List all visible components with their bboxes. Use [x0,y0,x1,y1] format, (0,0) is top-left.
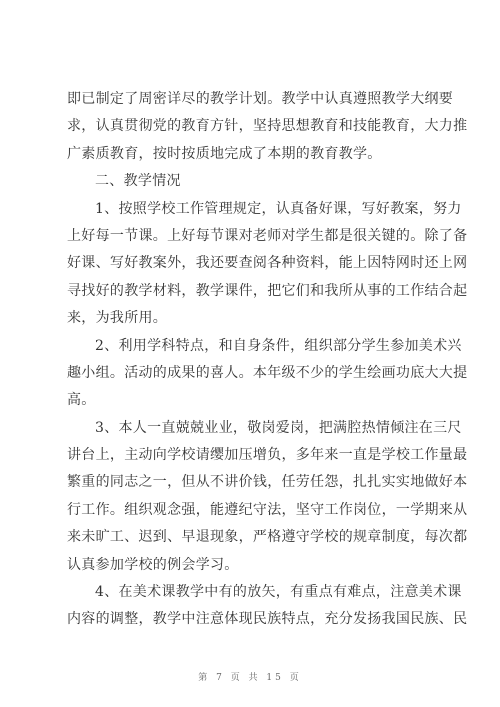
text-line: 二、教学情况 [95,173,181,190]
text-line: 认真参加学校的例会学习。 [67,556,239,573]
text-line: 讲台上，主动向学校请缨加压增负，多年来一直是学校工作量最 [67,447,468,464]
text-line: 来未旷工、迟到、早退现象，严格遵守学校的规章制度，每次都 [67,529,468,546]
text-line: 寻找好的教学材料，教学课件，把它们和我所从事的工作结合起 [67,282,468,299]
text-line: 好课、写好教案外，我还要查阅各种资料，能上因特网时还上网 [67,255,468,272]
text-line: 来，为我所用。 [67,310,168,327]
page-footer: 第 7 页 共 15 页 [198,673,302,683]
text-line: 2、利用学科特点，和自身条件，组织部分学生参加美术兴 [95,337,462,354]
text-line: 求，认真贯彻党的教育方针，坚持思想教育和技能教育，大力推 [67,118,468,135]
text-line: 行工作。组织观念强，能遵纪守法，坚守工作岗位，一学期来从 [67,501,468,518]
text-line: 繁重的同志之一，但从不讲价钱，任劳任怨，扎扎实实地做好本 [67,474,468,491]
text-line: 广素质教育，按时按质地完成了本期的教育教学。 [67,145,382,162]
text-line: 上好每一节课。上好每节课对老师对学生都是很关键的。除了备 [67,227,468,244]
body-text [67,86,468,634]
text-line: 趣小组。活动的成果的喜人。本年级不少的学生绘画功底大大提 [67,364,468,381]
text-line: 内容的调整，教学中注意体现民族特点，充分发扬我国民族、民 [67,611,468,628]
text-line: 4、在美术课教学中有的放矢，有重点有难点，注意美术课 [95,584,462,601]
text-line: 即已制定了周密详尽的教学计划。教学中认真遵照教学大纲要 [67,91,454,107]
text-line: 高。 [67,392,96,409]
text-line: 1、按照学校工作管理规定，认真备好课，写好教案，努力 [95,200,462,217]
text-line: 3、本人一直兢兢业业，敬岗爱岗，把满腔热情倾注在三尺 [95,419,462,436]
